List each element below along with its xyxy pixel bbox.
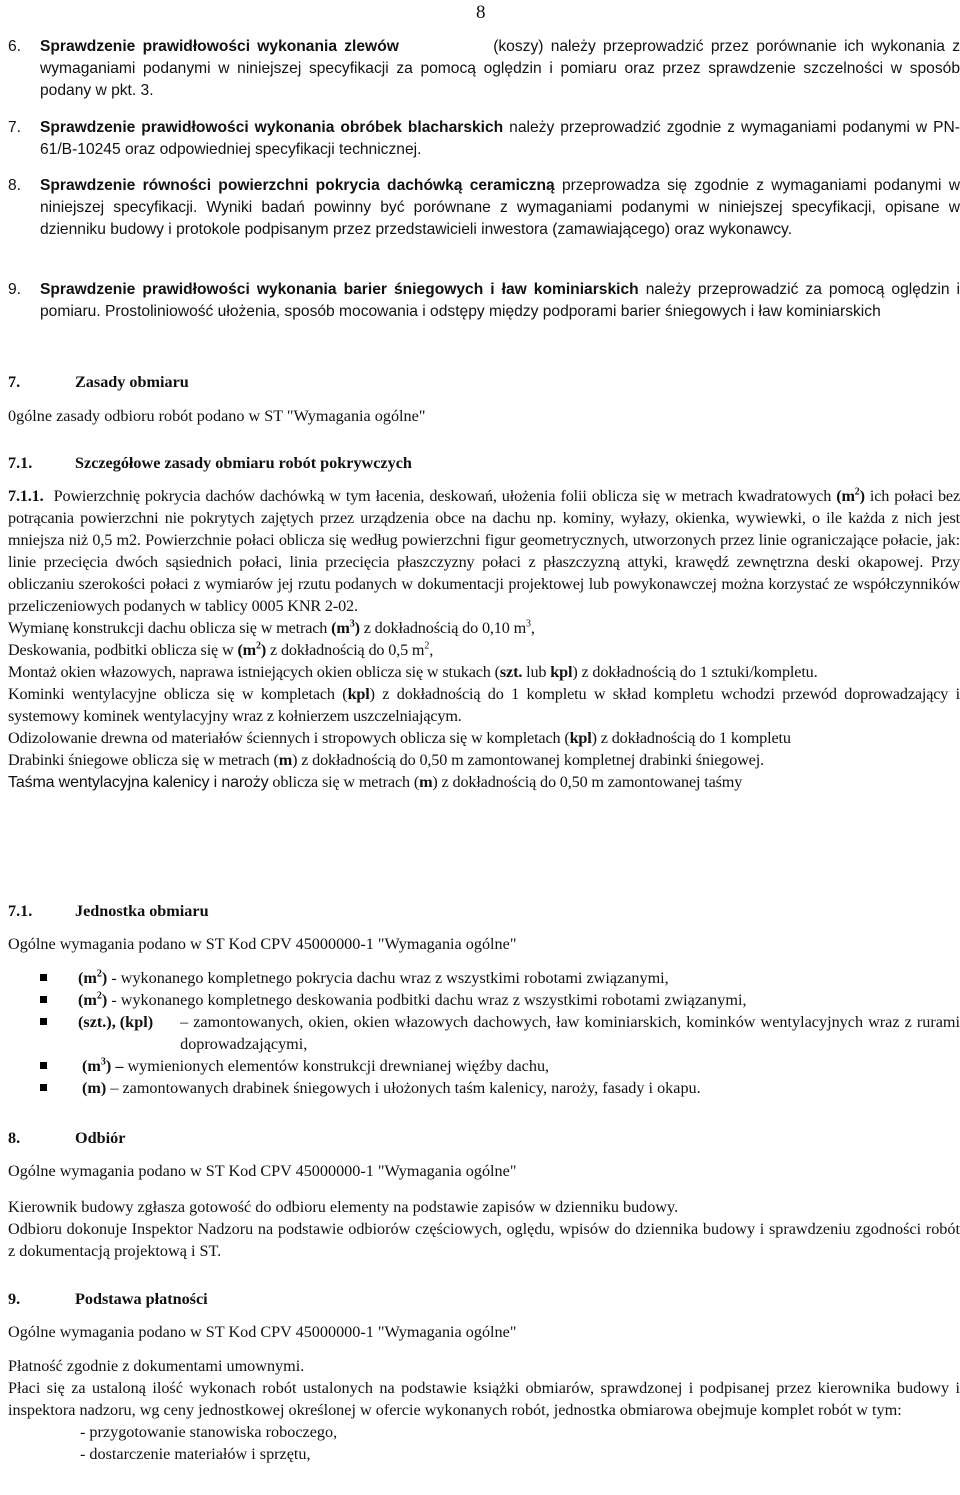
list-item: - przygotowanie stanowiska roboczego,	[80, 1423, 338, 1441]
text: - wykonanego kompletnego pokrycia dachu wraz z wszystkimi robotami związanymi,	[111, 969, 669, 987]
paragraph: Kierownik budowy zgłasza gotowość do odbioru elementy na podstawie zapisów w dzienniku budowy.	[8, 1198, 679, 1216]
paragraph: Odbioru dokonuje Inspektor Nadzoru na podstawie odbiorów częściowych, oględu, wpisów do dziennika budowy i sprawdzeniu zgodności robót z dokumentacją projektową i ST.	[8, 1220, 960, 1260]
section-8-text: Ogólne wymagania podano w ST Kod CPV 45000000-1 "Wymagania ogólne"	[8, 1162, 517, 1180]
section-7-1-heading	[8, 452, 412, 474]
item-text: przeprowadza się zgodnie z wymaganiami podanymi w niniejszej specyfikacji.	[40, 177, 960, 216]
list-item	[8, 967, 960, 989]
text: Drabinki śniegowe oblicza się w metrach	[8, 751, 270, 769]
text: z dokładnością do 1 sztuki/kompletu.	[581, 663, 818, 681]
bullet-icon	[40, 996, 47, 1003]
list-item	[8, 1077, 960, 1099]
bullet-icon	[40, 1018, 47, 1025]
text: z dokładnością do 0,50 m zamontowanej taśmy	[441, 773, 743, 791]
item-title: Sprawdzenie równości powierzchni pokrycia dachówką ceramiczną	[40, 177, 555, 194]
unit-szt: szt.	[499, 663, 523, 681]
section-title: Szczegółowe zasady obmiaru robót pokrywczych	[75, 454, 412, 472]
page-number: 8	[476, 2, 486, 23]
text: ich połaci bez potrącania powierzchni nie pokrytych zajętych przez urządzenia obce na dachu np. kominy, wyłazy, okienka, wywiewki, o ile każda z nich jest mniejsza niż 0,5 m2. Powierzchnie połaci oblicza się według powierzchni figur geometrycznych, utworzonych przez linie ograniczające połacie, jak: linie przecięcia dwóch sąsiednich połaci, linia przecięcia płaszczyzny połaci z płaszczyzną attyki, krawędź zewnętrzna deski okapowej. Przy obliczaniu szerokości połaci z wymiarów jej rzutu podanych w dokumentacji projektowej lub powykonawczej można korzystać ze współczynników przeliczeniowych podanych w tablicy 0005 KNR 2-02.	[8, 487, 960, 615]
unit-m: m	[278, 751, 293, 769]
text: Deskowania, podbitki oblicza się w	[8, 641, 234, 659]
check-item-8	[8, 175, 960, 241]
list-item	[8, 1055, 960, 1077]
unit-m: (m)	[82, 1079, 107, 1097]
bullet-icon	[40, 1084, 47, 1091]
section-number: 8.	[8, 1129, 21, 1147]
section-7-1-body	[8, 485, 960, 794]
item-number: 6.	[8, 38, 22, 55]
text: z dokładnością do 0,10 m	[363, 619, 527, 637]
paragraph-number: 7.1.1.	[8, 487, 44, 505]
section-9-body	[8, 1355, 960, 1465]
unit-kpl: kpl	[569, 729, 592, 747]
text: Kominki wentylacyjne oblicza się w kompletach	[8, 685, 335, 703]
paragraph-windows: Montaż okien włazowych, naprawa istniejących okien oblicza się w stukach (szt. lub kpl) z dokładnością do 1 sztuki/kompletu.	[8, 663, 818, 681]
text: oblicza się w metrach	[272, 773, 410, 791]
bullet-icon	[40, 974, 47, 981]
text: Odizolowanie drewna od materiałów ściennych i stropowych oblicza się w kompletach	[8, 729, 561, 747]
unit-m2: $(m^2)$	[836, 486, 865, 505]
text: Montaż okien włazowych, naprawa istniejących okien oblicza się w stukach	[8, 663, 491, 681]
text: z dokładnością do 1 kompletu	[600, 729, 791, 747]
bullet-icon	[40, 1062, 47, 1069]
paragraph-boarding: Deskowania, podbitki oblicza się w $(m^2)$ z dokładnością do 0,5 $m^2$,	[8, 640, 434, 659]
paragraph: Płatność zgodnie z dokumentami umownymi.	[8, 1357, 305, 1375]
section-title: Zasady obmiaru	[75, 373, 189, 391]
section-number: 9.	[8, 1290, 21, 1308]
section-number: 7.1.	[8, 454, 33, 472]
section-9-heading	[8, 1288, 208, 1310]
section-title: Podstawa płatności	[75, 1290, 208, 1308]
section-7-1-unit-text: Ogólne wymagania podano w ST Kod CPV 45000000-1 "Wymagania ogólne"	[8, 935, 517, 953]
item-text: należy przeprowadzić zgodnie z wymaganiami podanymi w PN-61/B-10245 oraz odpowiedniej specyfikacji technicznej.	[40, 119, 960, 158]
section-title: Jednostka obmiaru	[75, 902, 209, 920]
unit-m2: $(m^2)$	[237, 640, 267, 659]
section-8-heading	[8, 1127, 125, 1149]
text: z dokładnością do 1 kompletu w skład kompletu wchodzi przewód doprowadzający i systemowy kominek wentylacyjny wraz z kołnierzem uszczelniającym.	[8, 685, 960, 725]
section-7-heading	[8, 371, 189, 393]
paragraph-ventilation-tape: Taśma wentylacyjna kalenicy i naroży oblicza się w metrach (m) z dokładnością do 0,50 m zamontowanej taśmy	[8, 773, 743, 791]
item-text: należy przeprowadzić za pomocą oględzin i pomiaru.	[40, 281, 960, 320]
text: – zamontowanych, okien, okien włazowych dachowych, ław kominiarskich, kominków wentylacyjnych wraz z rurami doprowadzającymi,	[180, 1013, 960, 1053]
text: Taśma wentylacyjna kalenicy i naroży	[8, 774, 269, 791]
paragraph-area	[8, 485, 960, 617]
item-number: 9.	[8, 281, 22, 298]
check-item-9	[8, 279, 960, 323]
unit-szt-kpl: (szt.), (kpl)	[78, 1013, 154, 1031]
paragraph-ladders: Drabinki śniegowe oblicza się w metrach (m) z dokładnością do 0,50 m zamontowanej kompletnej drabinki śniegowej.	[8, 751, 764, 769]
section-7-1-unit-heading	[8, 900, 209, 922]
section-number: 7.1.	[8, 902, 33, 920]
paragraph-roof-structure: Wymianę konstrukcji dachu oblicza się w metrach $(m^3)$ z dokładnością do 0,10 $m^3$,	[8, 618, 535, 637]
check-item-6	[8, 36, 960, 102]
section-8-body	[8, 1196, 960, 1262]
item-title: Sprawdzenie prawidłowości wykonania zlewów	[40, 38, 399, 55]
text: – zamontowanych drabinek śniegowych i ułożonych taśm kalenicy, naroży, fasady i okapu.	[110, 1079, 701, 1097]
unit-m3: $(m^3)$ –	[82, 1056, 124, 1075]
text: - wykonanego kompletnego deskowania podbitki dachu wraz z wszystkimi robotami związanymi,	[111, 991, 747, 1009]
text: wymienionych elementów konstrukcji drewnianej więźby dachu,	[127, 1057, 550, 1075]
unit-kpl: kpl	[347, 685, 370, 703]
check-item-7	[8, 117, 960, 161]
unit-m2: $(m^2)$	[78, 968, 108, 987]
paragraph-vents: Kominki wentylacyjne oblicza się w kompletach (kpl) z dokładnością do 1 kompletu w skład kompletu wchodzi przewód doprowadzający i systemowy kominek wentylacyjny wraz z kołnierzem uszczelniającym.	[8, 685, 960, 725]
text: z dokładnością do 0,5 m	[270, 641, 425, 659]
text: Wymianę konstrukcji dachu oblicza się w metrach	[8, 619, 328, 637]
item-text: (koszy) należy przeprowadzić przez porównanie ich wykonania z wymaganiami podanymi w niniejszej specyfikacji za pomocą oględzin i pomiaru oraz przez sprawdzenie szczelności w sposób podany w pkt. 3.	[40, 38, 960, 99]
unit-m2: $(m^2)$	[78, 990, 108, 1009]
unit-kpl: kpl	[550, 663, 573, 681]
section-number: 7.	[8, 373, 21, 391]
section-9-text: Ogólne wymagania podano w ST Kod CPV 45000000-1 "Wymagania ogólne"	[8, 1323, 517, 1341]
paragraph-insulation: Odizolowanie drewna od materiałów ściennych i stropowych oblicza się w kompletach (kpl) z dokładnością do 1 kompletu	[8, 729, 791, 747]
text: lub	[526, 663, 547, 681]
list-item: - dostarczenie materiałów i sprzętu,	[80, 1445, 311, 1463]
item-number: 8.	[8, 177, 22, 194]
item-text-continued: Prostoliniowość ułożenia, sposób mocowania i odstępy między podporami barier śniegowych i ław kominiarskich	[105, 303, 881, 320]
list-item	[8, 1011, 960, 1055]
item-text-continued: Wyniki badań powinny być porównane z wymaganiami podanymi w niniejszej specyfikacji, opisane w dzienniku budowy i protokole podpisanym przez przedstawicieli inwestora (zamawiającego) oraz wykonawcy.	[40, 199, 960, 238]
list-item	[8, 989, 960, 1011]
text: Powierzchnię pokrycia dachów dachówką w tym łacenia, deskowań, ułożenia folii oblicza się w metrach kwadratowych	[53, 487, 832, 505]
item-title: Sprawdzenie prawidłowości wykonania barier śniegowych i ław kominiarskich	[40, 281, 639, 298]
text: z dokładnością do 0,50 m zamontowanej kompletnej drabinki śniegowej.	[301, 751, 764, 769]
unit-list	[8, 967, 960, 1099]
item-number: 7.	[8, 119, 22, 136]
section-7-text: 0gólne zasady odbioru robót podano w ST "Wymagania ogólne"	[8, 407, 426, 425]
paragraph: Płaci się za ustaloną ilość wykonach robót ustalonych na podstawie książki obmiarów, sprawdzonej i podpisanej przez kierownika budowy i inspektora nadzoru, wg ceny jednostkowej określonej w ofercie wykonanych robót, jednostka obmiarowa obejmuje komplet robót w tym:	[8, 1379, 960, 1419]
unit-m3: $(m^3)$	[331, 618, 360, 637]
section-title: Odbiór	[75, 1129, 126, 1147]
item-title: Sprawdzenie prawidłowości wykonania obróbek blacharskich	[40, 119, 504, 136]
unit-m: m	[419, 773, 433, 791]
